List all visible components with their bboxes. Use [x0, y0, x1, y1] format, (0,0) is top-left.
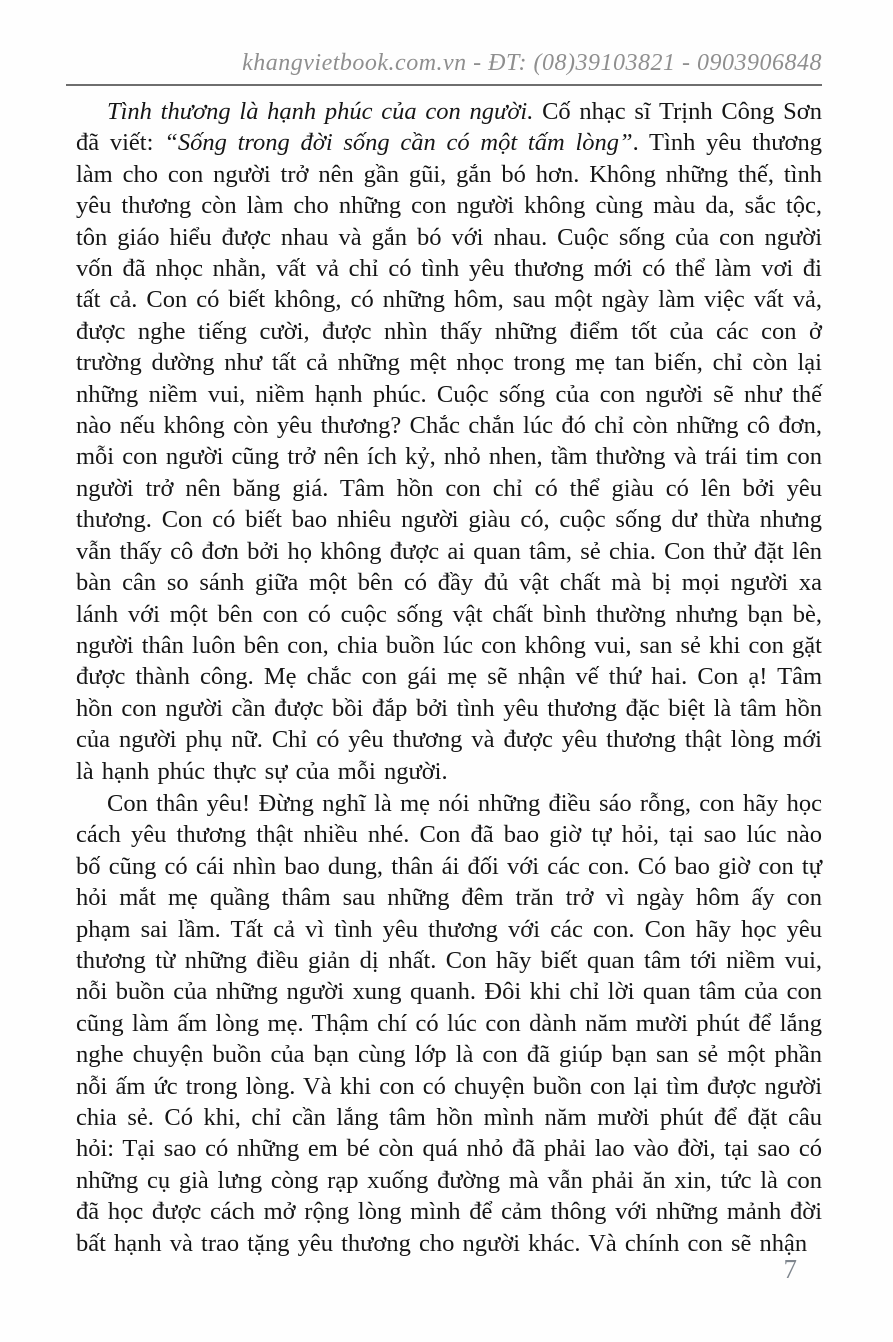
- header-watermark: khangvietbook.com.vn - ĐT: (08)39103821 - 0903906848: [242, 50, 822, 76]
- header-divider: [66, 84, 822, 86]
- page-body: [76, 96, 822, 1259]
- text-run-italic: Tình thương là hạnh phúc của con người.: [107, 98, 534, 125]
- paragraph-1: [76, 96, 822, 787]
- text-run-normal: Con thân yêu! Đừng nghĩ là mẹ nói những điều sáo rỗng, con hãy học cách yêu thương thật nhiều nhé. Con đã bao giờ tự hỏi, tại sao lúc nào bố cũng có cái nhìn bao dung, thân ái đối với các con. Có bao giờ con tự hỏi mắt mẹ quầng thâm sau những đêm trăn trở vì ngày hôm ấy con phạm sai lầm. Tất cả vì tình yêu thương với các con. Con hãy học yêu thương từ những điều giản dị nhất. Con hãy biết quan tâm tới niềm vui, nỗi buồn của những người xung quanh. Đôi khi chỉ lời quan tâm của con cũng làm ấm lòng mẹ. Thậm chí có lúc con dành năm mười phút để lắng nghe chuyện buồn của bạn cùng lớp là con đã giúp bạn san sẻ một phần nỗi ấm ức trong lòng. Và khi con có chuyện buồn con lại tìm được người chia sẻ. Có khi, chỉ cần lắng tâm hồn mình năm mười phút để đặt câu hỏi: Tại sao có những em bé còn quá nhỏ đã phải lao vào đời, tại sao có những cụ già lưng còng rạp xuống đường mà vẫn phải ăn xin, tức là con đã học được cách mở rộng lòng mình để cảm thông với những mảnh đời bất hạnh và trao tặng yêu thương cho người khác. Và chính con sẽ nhận: [76, 789, 822, 1257]
- text-run-normal: . Tình yêu thương làm cho con người trở nên gần gũi, gắn bó hơn. Không những thế, tình yêu thương còn làm cho những con người không cùng màu da, sắc tộc, tôn giáo hiểu được nhau và gắn bó với nhau. Cuộc sống của con người vốn đã nhọc nhằn, vất vả chỉ có tình yêu thương mới có thể làm vơi đi tất cả. Con có biết không, có những hôm, sau một ngày làm việc vất vả, được nghe tiếng cười, được nhìn thấy những điểm tốt của các con ở trường dường như tất cả những mệt nhọc trong mẹ tan biến, chỉ còn lại những niềm vui, niềm hạnh phúc. Cuộc sống của con người sẽ như thế nào nếu không còn yêu thương? Chắc chắn lúc đó chỉ còn những cô đơn, mỗi con người cũng trở nên ích kỷ, nhỏ nhen, tầm thường và trái tim con người trở nên băng giá. Tâm hồn con chỉ có thể giàu có lên bởi yêu thương. Con có biết bao nhiêu người giàu có, cuộc sống dư thừa nhưng vẫn thấy cô đơn bởi họ không được ai quan tâm, sẻ chia. Con thử đặt lên bàn cân so sánh giữa một bên có đầy đủ vật chất mà bị mọi người xa lánh với một bên con có cuộc sống vật chất bình thường nhưng bạn bè, người thân luôn bên con, chia buồn lúc con không vui, san sẻ khi con gặt được thành công. Mẹ chắc con gái mẹ sẽ nhận vế thứ hai. Con ạ! Tâm hồn con người cần được bồi đắp bởi tình yêu thương đặc biệt là tâm hồn của người phụ nữ. Chỉ có yêu thương và được yêu thương thật lòng mới là hạnh phúc thực sự của mỗi người.: [76, 129, 823, 785]
- page-number: 7: [783, 1254, 797, 1284]
- text-run-italic: “Sống trong đời sống cần có một tấm lòng”: [164, 129, 633, 157]
- paragraph-2: [76, 788, 822, 1259]
- text-run-normal: Cố nhạc sĩ Trịnh Công Sơn đã viết:: [76, 98, 822, 157]
